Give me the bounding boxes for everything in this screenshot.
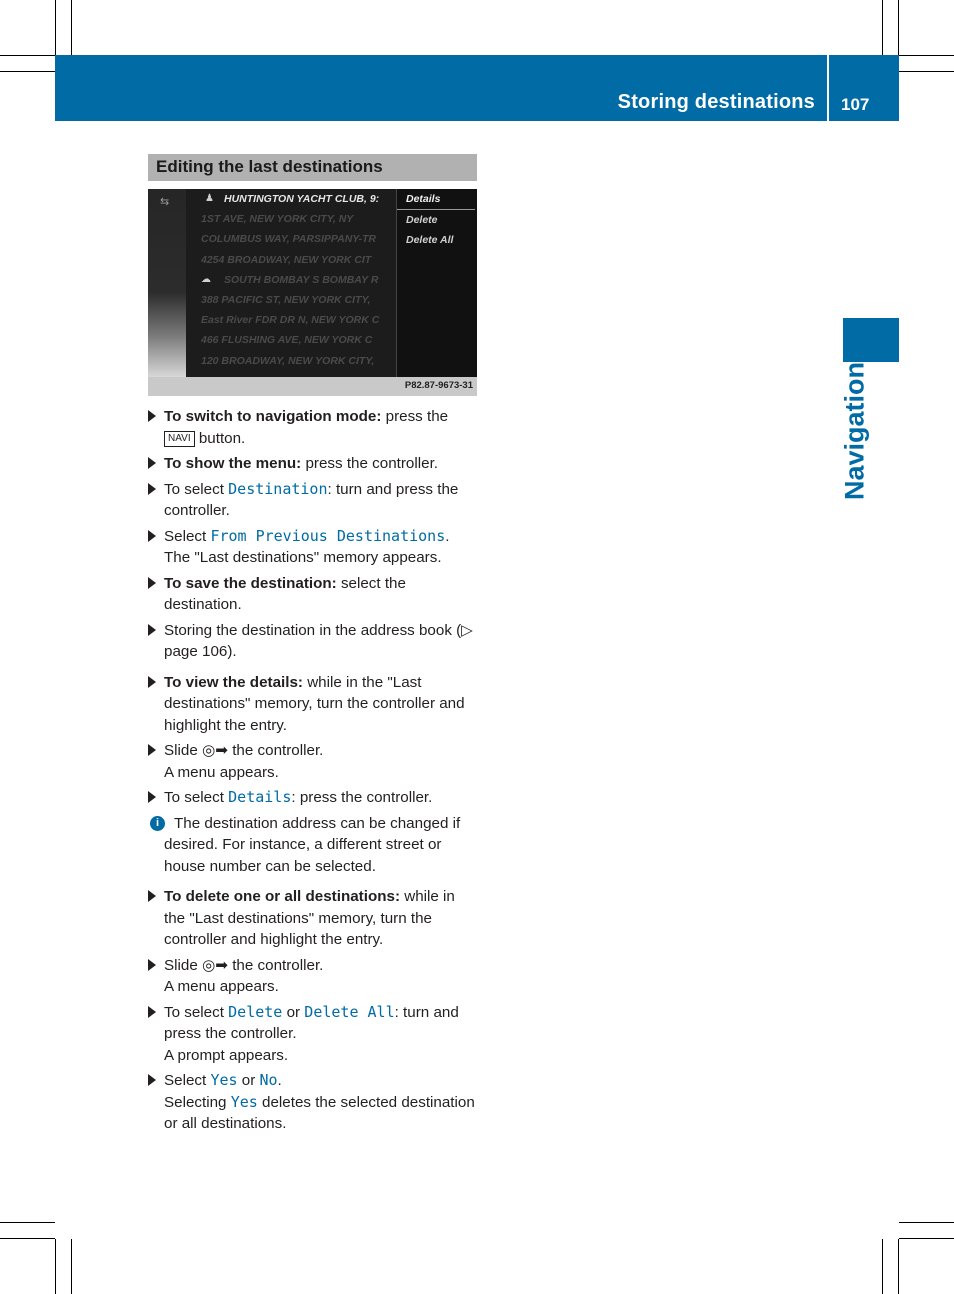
list-item: 388 PACIFIC ST, NEW YORK CITY, — [201, 293, 371, 306]
page-number: 107 — [841, 95, 870, 114]
crop-mark — [882, 0, 883, 55]
list-item: ♟ HUNTINGTON YACHT CLUB, 9: — [188, 189, 392, 209]
step: To view the details: while in the "Last destinations" memory, turn the controller and highlight the entry. — [148, 672, 478, 737]
crop-mark — [899, 71, 954, 72]
step: Slide ◎➡ the controller. A menu appears. — [148, 955, 478, 998]
info-note: i The destination address can be changed if desired. For instance, a different street or house number can be selected. — [148, 813, 478, 878]
step-arrow-icon — [148, 744, 156, 756]
crop-mark — [0, 1222, 55, 1223]
step: Select From Previous Destinations. The "Last destinations" memory appears. — [148, 526, 478, 569]
image-caption-bar — [148, 377, 477, 396]
step: To select Details: press the controller. — [148, 787, 478, 809]
step-arrow-icon — [148, 890, 156, 902]
crop-mark — [55, 1239, 56, 1294]
step-arrow-icon — [148, 676, 156, 688]
step-arrow-icon — [148, 410, 156, 422]
list-item: 120 BROADWAY, NEW YORK CITY, — [201, 354, 375, 367]
list-item: East River FDR DR N, NEW YORK C — [201, 314, 380, 327]
list-item: ☁ SOUTH BOMBAY S BOMBAY R — [188, 270, 392, 290]
controller-slide-icon: ◎➡ — [202, 956, 228, 974]
header-divider — [827, 55, 829, 121]
crop-mark — [0, 55, 55, 56]
crop-mark — [898, 1239, 899, 1294]
step: To show the menu: press the controller. — [148, 453, 478, 475]
step-arrow-icon — [148, 791, 156, 803]
menu-item-details: Details — [397, 189, 475, 210]
list-item: 1ST AVE, NEW YORK CITY, NY — [201, 213, 354, 226]
step: To select Delete or Delete All: turn and press the controller. A prompt appears. — [148, 1002, 478, 1067]
crop-mark — [899, 1222, 954, 1223]
screen-photo — [148, 189, 477, 396]
list-item: 466 FLUSHING AVE, NEW YORK C — [201, 334, 373, 347]
step: To delete one or all destinations: while in the "Last destinations" memory, turn the controller and highlight the entry. — [148, 886, 478, 951]
step: Storing the destination in the address book (▷ page 106). — [148, 620, 478, 663]
step-arrow-icon — [148, 530, 156, 542]
back-icon: ⇆ — [160, 196, 170, 208]
step: Slide ◎➡ the controller. A menu appears. — [148, 740, 478, 783]
chapter-tab — [843, 318, 899, 362]
info-icon: i — [150, 816, 165, 831]
chapter-label: Navigation — [839, 361, 870, 501]
poi-icon: ☁ — [201, 273, 211, 285]
step: To select Destination: turn and press the controller. — [148, 479, 478, 522]
step-arrow-icon — [148, 483, 156, 495]
navi-key: NAVI — [164, 431, 195, 447]
page-header — [55, 55, 899, 121]
list-item: COLUMBUS WAY, PARSIPPANY-TR — [201, 233, 377, 246]
image-code: P82.87-9673-31 — [404, 380, 473, 391]
crop-mark — [71, 1239, 72, 1294]
step-arrow-icon — [148, 457, 156, 469]
step: To save the destination: select the destination. — [148, 573, 478, 616]
crop-mark — [0, 1238, 55, 1239]
page-title: Storing destinations — [617, 91, 815, 113]
list-item: 4254 BROADWAY, NEW YORK CIT — [201, 253, 372, 266]
step: Select Yes or No. Selecting Yes deletes the selected destination or all destinations. — [148, 1070, 478, 1135]
crop-mark — [898, 0, 899, 55]
instructions — [148, 406, 478, 1139]
step-arrow-icon — [148, 1074, 156, 1086]
step-arrow-icon — [148, 959, 156, 971]
menu-item-delete-all: Delete All — [406, 234, 454, 247]
step-arrow-icon — [148, 1006, 156, 1018]
section-heading: Editing the last destinations — [148, 154, 477, 181]
menu-item-delete: Delete — [406, 214, 438, 227]
crop-mark — [899, 1238, 954, 1239]
person-icon: ♟ — [205, 193, 214, 204]
step-arrow-icon — [148, 577, 156, 589]
destination-list — [188, 189, 392, 377]
step-arrow-icon — [148, 624, 156, 636]
step: To switch to navigation mode: press the NAVI button. — [148, 406, 478, 449]
crop-mark — [899, 55, 954, 56]
screen-sidebar — [148, 189, 186, 377]
crop-mark — [71, 0, 72, 55]
crop-mark — [55, 0, 56, 55]
crop-mark — [0, 71, 55, 72]
crop-mark — [882, 1239, 883, 1294]
controller-slide-icon: ◎➡ — [202, 742, 228, 759]
context-menu — [396, 189, 477, 377]
